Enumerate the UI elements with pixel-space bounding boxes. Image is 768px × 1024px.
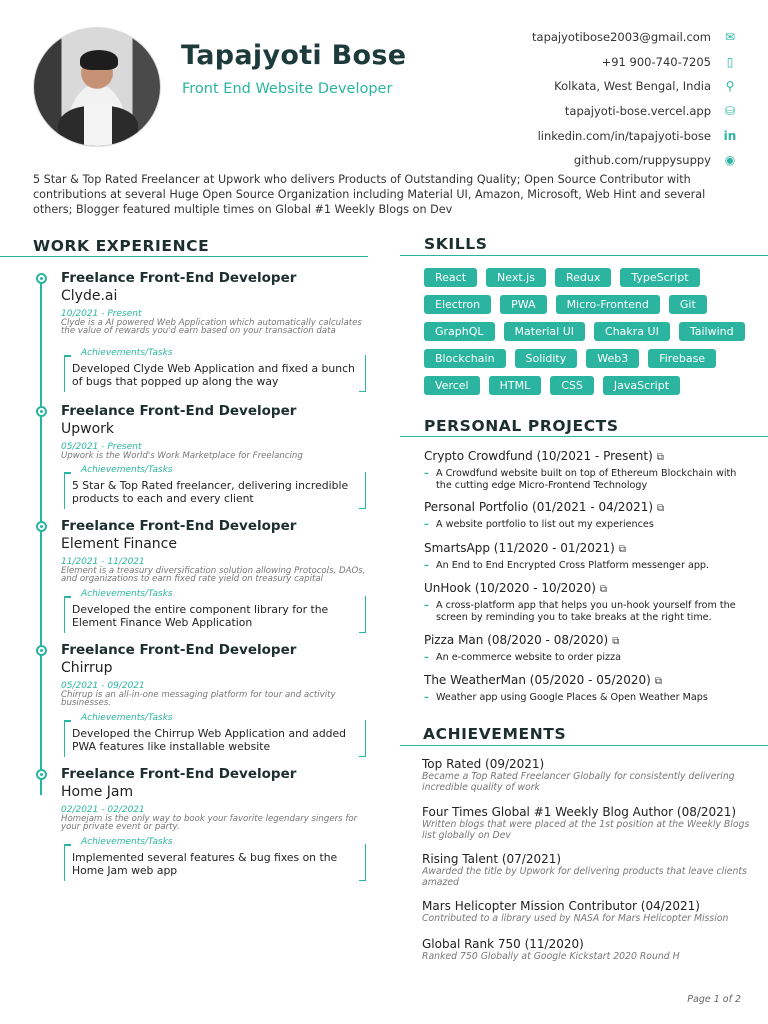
achievement-entry	[422, 805, 752, 842]
job-date: 05/2021 - 09/2021	[61, 681, 145, 691]
work-timeline	[40, 275, 42, 795]
achievements-label: Achievements/Tasks	[81, 837, 173, 847]
achievements-label: Achievements/Tasks	[81, 713, 173, 723]
skill-tag: Vercel	[424, 376, 480, 395]
skills-divider	[400, 255, 768, 256]
job-task: Developed the Chirrup Web Application and added PWA features like installable website	[72, 727, 347, 754]
job-task: Developed Clyde Web Application and fixed a bunch of bugs that popped up along the way	[72, 362, 355, 389]
job-description: Element is a treasury diversification solution allowing Protocols, DAOs, and organizations to earn fixed rate yield on treasury capital	[61, 566, 366, 585]
achievements-heading: ACHIEVEMENTS	[423, 725, 567, 743]
timeline-dot-icon	[36, 645, 47, 656]
job-achievements	[64, 348, 366, 392]
job-task: 5 Star & Top Rated freelancer, delivering incredible products to each and every client	[72, 479, 349, 506]
achievements-label: Achievements/Tasks	[81, 348, 173, 358]
achievement-title: Rising Talent (07/2021)	[422, 852, 562, 866]
project-title[interactable]: The WeatherMan (05/2020 - 05/2020) ⧉	[424, 673, 662, 687]
job-role: Front End Website Developer	[182, 81, 393, 97]
achievement-entry	[422, 852, 752, 889]
phone-icon: ▯	[726, 54, 734, 69]
external-link-icon[interactable]: ⧉	[656, 452, 664, 463]
achievements-divider	[400, 745, 768, 746]
skill-tag: Electron	[424, 295, 491, 314]
project-title[interactable]: Crypto Crowdfund (10/2021 - Present) ⧉	[424, 449, 664, 463]
job-description: Clyde is a AI powered Web Application which automatically calculates the value of rewards you'd earn based on your transaction data	[61, 318, 362, 337]
projects-heading: PERSONAL PROJECTS	[424, 417, 619, 435]
skill-tag: CSS	[550, 376, 594, 395]
project-description: – A Crowdfund website built on top of Ethereum Blockchain with the cutting edge Micro-Frontend Technology	[424, 468, 754, 491]
skills-list	[424, 268, 754, 395]
contact-linkedin[interactable]: linkedin.com/in/tapajyoti-bose in	[537, 128, 737, 143]
achievement-description: Contributed to a library used by NASA for Mars Helicopter Mission	[422, 913, 729, 924]
achievement-entry	[422, 937, 752, 963]
job-date: 11/2021 - 11/2021	[61, 557, 145, 567]
job-date: 10/2021 - Present	[61, 309, 142, 319]
achievement-title: Four Times Global #1 Weekly Blog Author (08/2021)	[422, 805, 737, 819]
profile-photo	[33, 27, 161, 147]
project-title[interactable]: SmartsApp (11/2020 - 01/2021) ⧉	[424, 541, 626, 555]
projects-divider	[400, 436, 768, 437]
profile-summary: 5 Star & Top Rated Freelancer at Upwork who delivers Products of Outstanding Quality; Open Source Contributor with contributions at several Huge Open Source Organization including Material UI, Amazon, Microsoft, Web Hint and several others; Blogger featured multiple times on Global #1 Weekly Blogs on Dev	[33, 173, 706, 216]
achievement-entry	[422, 757, 752, 794]
skill-tag: Firebase	[648, 349, 716, 368]
job-title: Freelance Front-End Developer	[61, 766, 297, 782]
project-title[interactable]: Pizza Man (08/2020 - 08/2020) ⧉	[424, 633, 620, 647]
job-title: Freelance Front-End Developer	[61, 642, 297, 658]
email-icon: ✉	[724, 30, 736, 45]
skill-tag: JavaScript	[603, 376, 680, 395]
job-company: Home Jam	[61, 784, 134, 800]
contact-location: Kolkata, West Bengal, India ⚲	[438, 74, 738, 99]
skill-tag: HTML	[489, 376, 542, 395]
skill-tag: React	[424, 268, 477, 287]
job-title: Freelance Front-End Developer	[61, 518, 297, 534]
project-description: – Weather app using Google Places & Open Weather Maps	[424, 692, 754, 704]
skills-heading: SKILLS	[424, 235, 488, 253]
project-title[interactable]: UnHook (10/2020 - 10/2020) ⧉	[424, 581, 608, 595]
achievement-title: Global Rank 750 (11/2020)	[422, 937, 584, 951]
job-date: 02/2021 - 02/2021	[61, 805, 145, 815]
achievements-label: Achievements/Tasks	[81, 589, 173, 599]
skill-tag: Chakra UI	[594, 322, 670, 341]
skill-tag: Solidity	[515, 349, 578, 368]
skill-tag: GraphQL	[424, 322, 495, 341]
skill-tag: PWA	[500, 295, 546, 314]
job-achievements	[64, 837, 366, 881]
skill-tag: Next.js	[486, 268, 546, 287]
job-company: Chirrup	[61, 660, 113, 676]
achievement-description: Ranked 750 Globally at Google Kickstart 2020 Round H	[422, 951, 680, 962]
person-name: Tapajyoti Bose	[181, 40, 407, 71]
skill-tag: Redux	[555, 268, 611, 287]
timeline-dot-icon	[36, 273, 47, 284]
contact-github[interactable]: github.com/ruppysuppy ◉	[438, 148, 738, 173]
github-icon: ◉	[724, 153, 736, 168]
job-title: Freelance Front-End Developer	[61, 403, 297, 419]
job-company: Upwork	[61, 421, 115, 437]
achievement-description: Awarded the title by Upwork for delivering products that leave clients amazed	[422, 866, 747, 888]
achievement-title: Top Rated (09/2021)	[422, 757, 545, 771]
project-title[interactable]: Personal Portfolio (01/2021 - 04/2021) ⧉	[424, 500, 665, 514]
contact-email[interactable]: tapajyotibose2003@gmail.com ✉	[438, 25, 738, 50]
page-number: Page 1 of 2	[687, 994, 741, 1005]
achievement-entry	[422, 899, 752, 925]
contact-website[interactable]: tapajyoti-bose.vercel.app ⛁	[438, 99, 738, 124]
job-description: Chirrup is an all-in-one messaging platform for tour and activity businesses.	[61, 690, 336, 709]
external-link-icon[interactable]: ⧉	[618, 544, 626, 555]
achievement-description: Written blogs that were placed at the 1st position at the Weekly Blogs list globally on Dev	[422, 819, 750, 841]
external-link-icon[interactable]: ⧉	[612, 636, 620, 647]
job-description: Homejam is the only way to book your favorite legendary singers for your private event or party.	[61, 814, 358, 833]
job-company: Element Finance	[61, 536, 177, 552]
project-description: – An End to End Encrypted Cross Platform messenger app.	[424, 560, 754, 572]
job-achievements	[64, 713, 366, 757]
achievement-title: Mars Helicopter Mission Contributor (04/2021)	[422, 899, 700, 913]
work-experience-heading: WORK EXPERIENCE	[33, 237, 210, 255]
skill-tag: Blockchain	[424, 349, 506, 368]
contact-list	[438, 25, 738, 173]
linkedin-icon: in	[723, 128, 737, 143]
project-description: – A cross-platform app that helps you un-hook yourself from the screen by reminding you to take breaks at the right time.	[424, 600, 754, 623]
contact-phone[interactable]: +91 900-740-7205 ▯	[438, 50, 738, 75]
skill-tag: Git	[669, 295, 707, 314]
external-link-icon[interactable]: ⧉	[654, 676, 662, 687]
job-title: Freelance Front-End Developer	[61, 270, 297, 286]
timeline-dot-icon	[36, 769, 47, 780]
project-entry	[424, 673, 754, 704]
job-task: Developed the entire component library for the Element Finance Web Application	[72, 603, 329, 630]
job-task: Implemented several features & bug fixes on the Home Jam web app	[72, 851, 338, 878]
project-entry	[424, 581, 754, 623]
skill-tag: Micro-Frontend	[556, 295, 660, 314]
work-experience-divider	[0, 256, 368, 257]
skill-tag: Tailwind	[679, 322, 745, 341]
project-entry	[424, 633, 754, 664]
project-description: – An e-commerce website to order pizza	[424, 652, 754, 664]
external-link-icon[interactable]: ⧉	[657, 503, 665, 514]
job-company: Clyde.ai	[61, 288, 118, 304]
timeline-dot-icon	[36, 406, 47, 417]
skill-tag: Web3	[586, 349, 639, 368]
location-pin-icon: ⚲	[725, 79, 735, 94]
achievement-description: Became a Top Rated Freelancer Globally for consistently delivering incredible quality of work	[422, 771, 735, 793]
job-date: 05/2021 - Present	[61, 442, 142, 452]
job-achievements	[64, 465, 366, 509]
job-achievements	[64, 589, 366, 633]
skill-tag: Material UI	[504, 322, 585, 341]
external-link-icon[interactable]: ⧉	[599, 584, 608, 595]
website-icon: ⛁	[724, 104, 736, 119]
achievements-label: Achievements/Tasks	[81, 465, 173, 475]
project-description: – A website portfolio to list out my experiences	[424, 519, 754, 531]
job-description: Upwork is the World's Work Marketplace for Freelancing	[61, 451, 303, 461]
project-entry	[424, 449, 754, 491]
project-entry	[424, 541, 754, 572]
skill-tag: TypeScript	[620, 268, 699, 287]
timeline-dot-icon	[36, 521, 47, 532]
project-entry	[424, 500, 754, 531]
